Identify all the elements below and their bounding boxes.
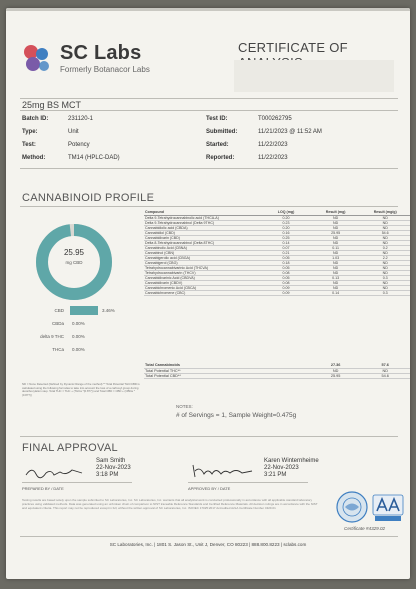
bar-label: delta 9 THC [40, 334, 64, 339]
field-value: TM14 (HPLC-DAD) [68, 155, 120, 161]
divider [20, 110, 398, 111]
field-value: 11/22/2023 [258, 142, 288, 148]
table-cell: 0.20 [261, 225, 311, 230]
ring-value: 25.95 [63, 248, 85, 257]
table-cell: ND [311, 215, 361, 220]
table-cell: 0.13 [311, 275, 361, 280]
table-cell: ND [311, 285, 361, 290]
top-edge [6, 8, 410, 11]
approved-signature-icon [190, 462, 256, 480]
approved-name: Karen Winternheime [264, 458, 319, 464]
brand-name: SC Labs [60, 42, 142, 64]
table-cell: ND [360, 235, 410, 240]
table-cell: ND [311, 240, 361, 245]
table-cell: 25.95 [311, 230, 361, 235]
table-cell: 0.3 [360, 275, 410, 280]
table-cell: Cannabidivarin (CBD) [144, 235, 261, 240]
table-cell: 0.08 [261, 280, 311, 285]
section-title-approval: FINAL APPROVAL [22, 442, 118, 454]
field-label: Started: [206, 142, 229, 148]
table-cell: 54.6 [360, 230, 410, 235]
table-cell: ND [360, 368, 410, 373]
divider [20, 168, 398, 169]
field-value: Unit [68, 129, 79, 135]
table-cell: 0.25 [261, 235, 311, 240]
signature-line [22, 482, 132, 483]
table-cell: Tetrahydrocannabivarin (THCV) [144, 270, 261, 275]
table-cell: 0.23 [261, 220, 311, 225]
table-cell: 0.09 [261, 290, 311, 295]
table-cell: ND [360, 215, 410, 220]
table-cell: Total Potential THC** [144, 368, 261, 373]
column-header: LOQ (mg) [261, 210, 311, 215]
table-cell: 0.05 [261, 265, 311, 270]
bar-label: CBD [54, 308, 64, 313]
divider [20, 436, 398, 437]
table-cell: ND [311, 280, 361, 285]
table-cell: Cannabinolic Acid (CBNA) [144, 245, 261, 250]
certificate-number: Certificate #4329.02 [344, 526, 386, 531]
divider [20, 536, 398, 537]
approved-label: APPROVED BY / DATE [188, 486, 231, 491]
divider [20, 206, 398, 207]
totals-row [144, 373, 410, 378]
table-cell: Delta 9-Tetrahydrocannabinolic acid (THCA-A) [144, 215, 261, 220]
table-cell: 54.6 [360, 373, 410, 378]
prepared-block [96, 458, 131, 479]
column-header: Compound [144, 210, 261, 215]
section-title-profile: CANNABINOID PROFILE [22, 192, 155, 204]
bar-value: 0.00% [72, 347, 85, 352]
potency-table [144, 210, 410, 296]
table-cell: ND [360, 285, 410, 290]
field-label: Submitted: [206, 129, 238, 135]
table-cell: Total Cannabinoids [144, 363, 261, 368]
prepared-signature-icon [24, 464, 86, 480]
sample-name: 25mg BS MCT [22, 100, 82, 110]
table-cell: Cannabichromene (CBC) [144, 290, 261, 295]
table-cell: Cannabidiol (CBD) [144, 230, 261, 235]
bar-value: 0.00% [72, 334, 85, 339]
table-cell: 0.09 [261, 285, 311, 290]
disclaimer: Testing results are based solely upon the sample submitted to SC Laboratories, Inc. SC Laboratories, Inc. warrants that all analytical work is conducted professionally in accordance with all applicable standard laboratory practices using validated methods. Data was generated using an unbroken chain of comparison to NIST traceable Reference Standards and Certified Reference Materials. All decision rulings are in accordance with the NIST and equivalent criteria. This report may not be reproduced except in full, without the written approval of SC Laboratories, Inc. ISO/IEC 17025:2017 Accredited A2LA Certificate Number 4329.01 [22, 498, 318, 510]
table-cell: ND [311, 220, 361, 225]
prepared-time: 3:18 PM [96, 472, 119, 478]
field-label: Method: [22, 155, 46, 161]
approved-date: 22-Nov-2023 [264, 465, 299, 471]
approved-time: 3:21 PM [264, 472, 287, 478]
column-header: Result (mg) [311, 210, 361, 215]
brand-subtitle: Formerly Botanacor Labs [60, 65, 150, 74]
table-cell: ND [360, 250, 410, 255]
table-cell: Cannabidiolic acid (CBDA) [144, 225, 261, 230]
table-cell: 0.07 [261, 245, 311, 250]
bar-label: THCa [52, 347, 64, 352]
field-label: Type: [22, 129, 38, 135]
field-label: Reported: [206, 155, 235, 161]
table-cell: 27.36 [311, 363, 361, 368]
table-cell: 0.14 [311, 290, 361, 295]
prepared-name: Sam Smith [96, 458, 126, 464]
table-cell: Cannabidivarinic Acid (CBDVA) [144, 275, 261, 280]
column-header: Result (mg/g) [360, 210, 410, 215]
field-label: Batch ID: [22, 116, 49, 122]
field-value: 231120-1 [68, 116, 93, 122]
divider [20, 98, 398, 99]
field-label: Test ID: [206, 116, 228, 122]
table-cell: 0.16 [261, 230, 311, 235]
table-cell: Cannabigerol (CBG) [144, 260, 261, 265]
signature-line [188, 482, 308, 483]
table-cell: 0.08 [261, 270, 311, 275]
table-cell: ND [311, 235, 361, 240]
a2la-accredited-icon [372, 491, 404, 523]
coa-document [6, 8, 410, 579]
table-cell: 0.11 [311, 245, 361, 250]
table-cell [261, 373, 311, 378]
table-cell: Delta 9-Tetrahydrocannabinol (Delta 9THC) [144, 220, 261, 225]
table-cell: 0.21 [261, 250, 311, 255]
table-cell: 1.03 [311, 255, 361, 260]
footer: SC Laboratories, Inc. | 1801 S. Jason St., Unit J, Denver, CO 80223 | 888.800.8223 | sclabs.com [109, 542, 307, 547]
field-value: T000262795 [258, 116, 292, 122]
notes-value: # of Servings = 1, Sample Weight=0.475g [176, 412, 297, 419]
notes-label: NOTES: [176, 404, 193, 409]
table-cell: ND [360, 270, 410, 275]
table-cell: Delta 8-Tetrahydrocannabinol (Delta 8THC) [144, 240, 261, 245]
fine-print: ND = None Detected (Defined by Dynamic Range of the method) ** Total Potential THC/CBD is calculated using the following formulas to take into account the loss of a carboxyl group during decarboxylation step. Total THC = THC + (THCa *(0.877)) and Total CBD = CBD + (CBDa *(0.877)) [22, 382, 140, 397]
bar-value: 3.46% [102, 308, 115, 313]
field-value: 11/21/2023 @ 11:52 AM [258, 129, 322, 135]
approved-block [264, 458, 319, 479]
field-value: Potency [68, 142, 90, 148]
prepared-label: PREPARED BY / DATE [22, 486, 64, 491]
table-cell: 0.18 [261, 260, 311, 265]
table-cell: ND [311, 250, 361, 255]
table-cell: 0.20 [261, 215, 311, 220]
table-cell: ND [360, 225, 410, 230]
table-cell: ND [360, 260, 410, 265]
ilac-seal-icon [336, 491, 368, 523]
bar-value: 0.00% [72, 321, 85, 326]
table-cell: 0.05 [261, 255, 311, 260]
table-cell: 57.6 [360, 363, 410, 368]
bar-label: CBDa [51, 321, 64, 326]
sc-labs-logo-icon [20, 42, 54, 76]
table-cell: 0.2 [360, 245, 410, 250]
cbd-bar [70, 306, 98, 315]
table-cell: 0.14 [261, 240, 311, 245]
table-cell: ND [360, 280, 410, 285]
ring-unit: mg CBD [65, 260, 83, 265]
redacted-area [234, 60, 394, 92]
table-cell: ND [311, 225, 361, 230]
table-cell: 2.2 [360, 255, 410, 260]
table-cell: Cannabigerolic acid (CBGA) [144, 255, 261, 260]
table-cell: Total Potential CBD** [144, 373, 261, 378]
table-cell: ND [360, 240, 410, 245]
field-value: 11/22/2023 [258, 155, 288, 161]
table-cell: 0.05 [261, 275, 311, 280]
prepared-date: 22-Nov-2023 [96, 465, 131, 471]
table-cell: Cannabichromenic Acid (CBCA) [144, 285, 261, 290]
table-cell: Cannabinol (CBN) [144, 250, 261, 255]
table-cell: ND [311, 260, 361, 265]
table-cell: Cannabidivarin (CBDV) [144, 280, 261, 285]
totals-table [144, 363, 410, 379]
table-row [144, 290, 410, 295]
table-cell: ND [311, 265, 361, 270]
table-cell: 25.95 [311, 373, 361, 378]
field-label: Test: [22, 142, 36, 148]
table-cell: ND [360, 265, 410, 270]
document-title: CERTIFICATE OF [238, 40, 348, 55]
table-cell: ND [360, 220, 410, 225]
table-cell: 0.3 [360, 290, 410, 295]
table-cell: Tetrahydrocannabivarinic Acid (THCVA) [144, 265, 261, 270]
table-cell: ND [311, 368, 361, 373]
table-cell: ND [311, 270, 361, 275]
